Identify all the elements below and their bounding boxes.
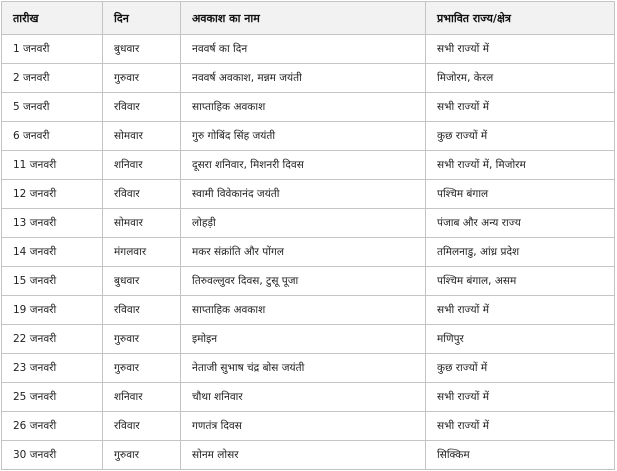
table-row [2, 354, 615, 383]
cell-date: 12 जनवरी [2, 180, 103, 209]
cell-affected-region: तमिलनाडु, आंध्र प्रदेश [426, 238, 615, 267]
table-body [2, 35, 615, 470]
cell-day: रविवार [103, 412, 181, 441]
header-holiday-name: अवकाश का नाम [181, 2, 426, 35]
cell-holiday-name: दूसरा शनिवार, मिशनरी दिवस [181, 151, 426, 180]
cell-date: 5 जनवरी [2, 93, 103, 122]
cell-affected-region: पश्चिम बंगाल, असम [426, 267, 615, 296]
cell-affected-region: सभी राज्यों में [426, 93, 615, 122]
table-row [2, 238, 615, 267]
cell-holiday-name: मकर संक्रांति और पोंगल [181, 238, 426, 267]
cell-day: गुरुवार [103, 354, 181, 383]
table-row [2, 267, 615, 296]
cell-affected-region: मिजोरम, केरल [426, 64, 615, 93]
cell-affected-region: सभी राज्यों में [426, 383, 615, 412]
cell-date: 26 जनवरी [2, 412, 103, 441]
table-row [2, 209, 615, 238]
header-day: दिन [103, 2, 181, 35]
cell-affected-region: कुछ राज्यों में [426, 122, 615, 151]
table-header [2, 2, 615, 35]
table-row [2, 151, 615, 180]
cell-date: 23 जनवरी [2, 354, 103, 383]
cell-date: 19 जनवरी [2, 296, 103, 325]
table-row [2, 325, 615, 354]
holiday-table [1, 1, 615, 470]
cell-day: गुरुवार [103, 325, 181, 354]
header-date: तारीख [2, 2, 103, 35]
cell-affected-region: पंजाब और अन्य राज्य [426, 209, 615, 238]
cell-affected-region: मणिपुर [426, 325, 615, 354]
cell-holiday-name: नववर्ष का दिन [181, 35, 426, 64]
cell-holiday-name: लोहड़ी [181, 209, 426, 238]
cell-date: 13 जनवरी [2, 209, 103, 238]
cell-day: सोमवार [103, 209, 181, 238]
header-row [2, 2, 615, 35]
cell-affected-region: सभी राज्यों में [426, 412, 615, 441]
cell-holiday-name: चौथा शनिवार [181, 383, 426, 412]
cell-holiday-name: सोनम लोसर [181, 441, 426, 470]
cell-day: शनिवार [103, 383, 181, 412]
cell-holiday-name: स्वामी विवेकानंद जयंती [181, 180, 426, 209]
cell-day: गुरुवार [103, 441, 181, 470]
cell-holiday-name: इमोइन [181, 325, 426, 354]
cell-day: बुधवार [103, 267, 181, 296]
table-row [2, 64, 615, 93]
cell-day: शनिवार [103, 151, 181, 180]
header-affected-region: प्रभावित राज्य/क्षेत्र [426, 2, 615, 35]
cell-affected-region: सिक्किम [426, 441, 615, 470]
cell-day: मंगलवार [103, 238, 181, 267]
table-row [2, 296, 615, 325]
cell-date: 2 जनवरी [2, 64, 103, 93]
table-row [2, 35, 615, 64]
table-row [2, 122, 615, 151]
cell-affected-region: पश्चिम बंगाल [426, 180, 615, 209]
cell-day: सोमवार [103, 122, 181, 151]
cell-holiday-name: तिरुवल्लुवर दिवस, टुसू पूजा [181, 267, 426, 296]
cell-day: बुधवार [103, 35, 181, 64]
table-row [2, 412, 615, 441]
cell-day: रविवार [103, 180, 181, 209]
cell-holiday-name: गुरु गोबिंद सिंह जयंती [181, 122, 426, 151]
cell-affected-region: सभी राज्यों में, मिजोरम [426, 151, 615, 180]
cell-holiday-name: साप्ताहिक अवकाश [181, 93, 426, 122]
cell-day: गुरुवार [103, 64, 181, 93]
cell-date: 1 जनवरी [2, 35, 103, 64]
cell-date: 14 जनवरी [2, 238, 103, 267]
cell-holiday-name: नेताजी सुभाष चंद्र बोस जयंती [181, 354, 426, 383]
cell-holiday-name: गणतंत्र दिवस [181, 412, 426, 441]
cell-day: रविवार [103, 93, 181, 122]
cell-affected-region: कुछ राज्यों में [426, 354, 615, 383]
cell-date: 22 जनवरी [2, 325, 103, 354]
cell-date: 30 जनवरी [2, 441, 103, 470]
table-row [2, 441, 615, 470]
cell-date: 6 जनवरी [2, 122, 103, 151]
cell-affected-region: सभी राज्यों में [426, 296, 615, 325]
table-row [2, 383, 615, 412]
cell-date: 25 जनवरी [2, 383, 103, 412]
cell-date: 11 जनवरी [2, 151, 103, 180]
cell-holiday-name: साप्ताहिक अवकाश [181, 296, 426, 325]
cell-holiday-name: नववर्ष अवकाश, मन्नम जयंती [181, 64, 426, 93]
table-row [2, 93, 615, 122]
cell-day: रविवार [103, 296, 181, 325]
cell-affected-region: सभी राज्यों में [426, 35, 615, 64]
cell-date: 15 जनवरी [2, 267, 103, 296]
table-row [2, 180, 615, 209]
